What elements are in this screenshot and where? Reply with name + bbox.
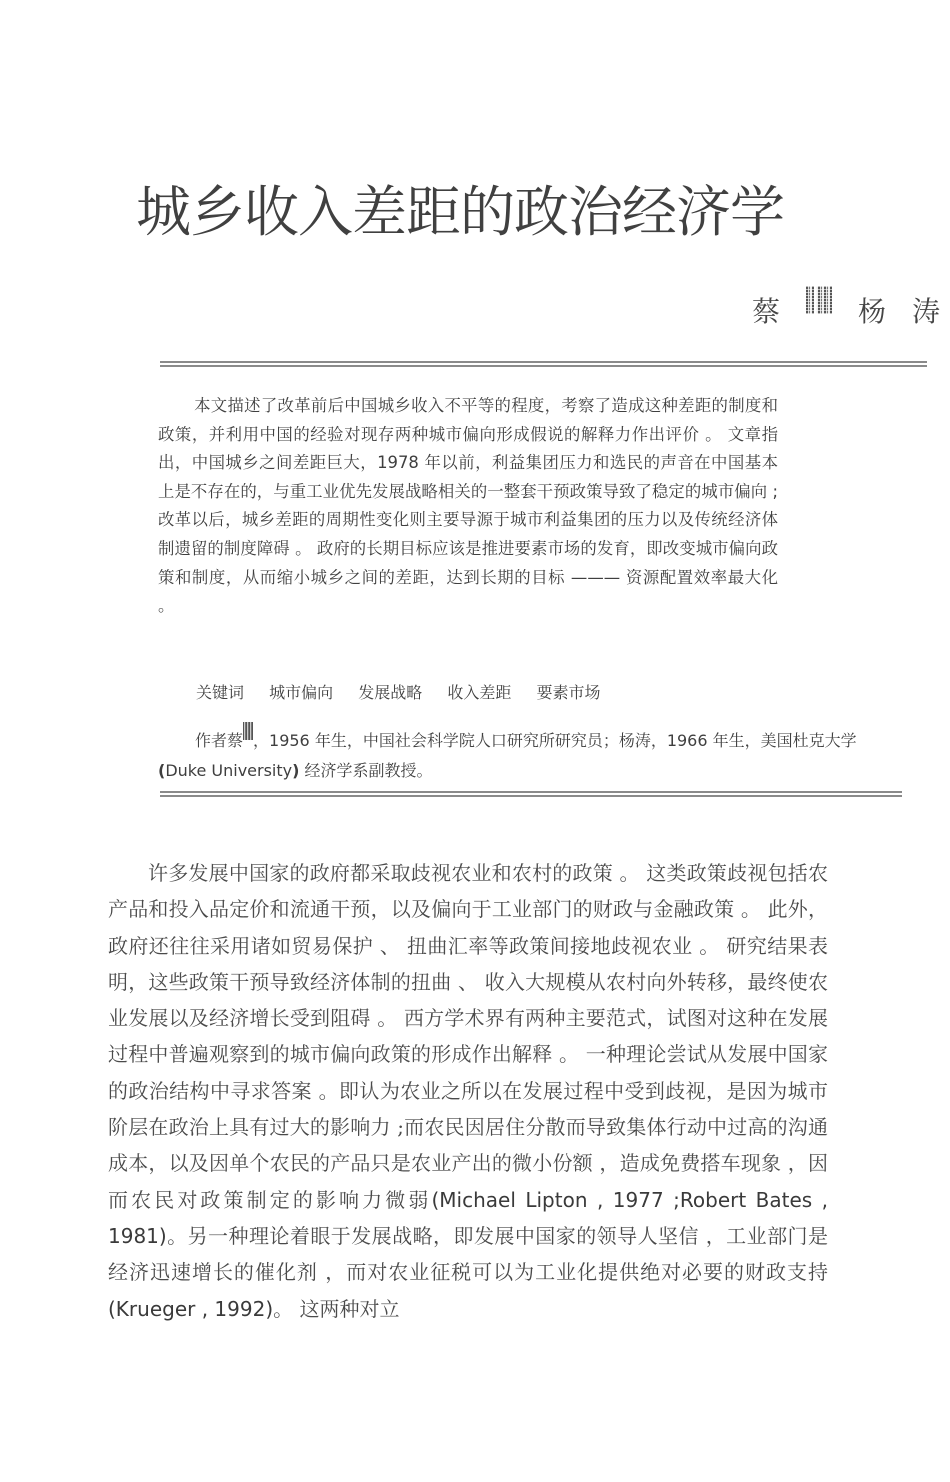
author-note — [158, 726, 908, 786]
keyword: 要素市场 — [536, 683, 601, 702]
author-note-prefix: 作者蔡 — [195, 731, 244, 750]
double-rule-divider-bottom — [160, 791, 902, 797]
double-rule-divider-top — [160, 361, 927, 367]
citation: (Michael Lipton , 1977 ;Robert Bates , 1981) — [108, 1187, 829, 1248]
author-byline — [752, 290, 940, 330]
body-text-segment: 。 这两种对立 — [273, 1296, 400, 1321]
body-text-segment: 。另一种理论着眼于发展战略，即发展中国家的领导人坚信 ，工业部门是经济迅速增长的催化剂 ，而对农业征税可以为工业化提供绝对必要的财政支持 — [108, 1223, 828, 1285]
keywords-label: 关键词 — [196, 683, 245, 702]
keywords — [196, 680, 620, 703]
citation: (Krueger , 1992) — [108, 1296, 274, 1321]
author1-given-name-glyph-small — [243, 722, 253, 740]
keyword: 城市偏向 — [269, 683, 334, 702]
university-name: Duke University — [165, 761, 293, 780]
open-paren: ( — [158, 761, 166, 780]
author2-given-name: 涛 — [911, 295, 940, 328]
article-title: 城乡收入差距的政治经济学 — [136, 179, 785, 244]
author1-surname: 蔡 — [751, 295, 780, 328]
author1-given-name-glyph — [806, 286, 832, 314]
abstract — [158, 392, 778, 621]
close-paren: ) — [292, 761, 300, 780]
author2-surname: 杨 — [857, 295, 886, 328]
body-text — [108, 855, 828, 1327]
body-text-segment: 许多发展中国家的政府都采取歧视农业和农村的政策 。 这类政策歧视包括农产品和投入品定价和流通干预，以及偏向于工业部门的财政与金融政策 。 此外，政府还往往采用诸如贸易保护 、 扭曲汇率等政策间接地歧视农业 。 研究结果表明，这些政策干预导致经济体制的扭曲 、 收入大规模从农村向外转移，最终使农业发展以及经济增长受到阻碍 。 西方学术界有两种主要范式，试图对这种在发展过程中普遍观察到的城市偏向政策的形成作出解释 。 一种理论尝试从发展中国家的政治结构中寻求答案 。即认为农业之所以在发展过程中受到歧视，是因为城市阶层在政治上具有过大的影响力 ;而农民因居住分散而导致集体行动中过高的沟通成本，以及因单个农民的产品只是农业产出的微小份额 ，造成免费搭车现象 ，因而农民对政策制定的影响力微弱 — [108, 861, 828, 1212]
keyword: 发展战略 — [358, 683, 423, 702]
abstract-text: 本文描述了改革前后中国城乡收入不平等的程度，考察了造成这种差距的制度和政策，并利用中国的经验对现存两种城市偏向形成假说的解释力作出评价 。 文章指出，中国城乡之间差距巨大，1978 年以前，利益集团压力和选民的声音在中国基本上是不存在的，与重工业优先发展战略相关的一整套干预政策导致了稳定的城市偏向 ;改革以后，城乡差距的周期性变化则主要导源于城市利益集团的压力以及传统经济体制遗留的制度障碍 。 政府的长期目标应该是推进要素市场的发育，即改变城市偏向政策和制度，从而缩小城乡之间的差距，达到长期的目标 ——— 资源配置效率最大化 。 — [158, 396, 778, 616]
author-note-part1: ，1956 年生，中国社会科学院人口研究所研究员；杨涛，1966 年生，美国杜克大学 — [253, 731, 857, 750]
body-paragraph — [108, 855, 828, 1327]
keyword: 收入差距 — [447, 683, 512, 702]
author-note-suffix: 经济学系副教授。 — [299, 761, 433, 780]
